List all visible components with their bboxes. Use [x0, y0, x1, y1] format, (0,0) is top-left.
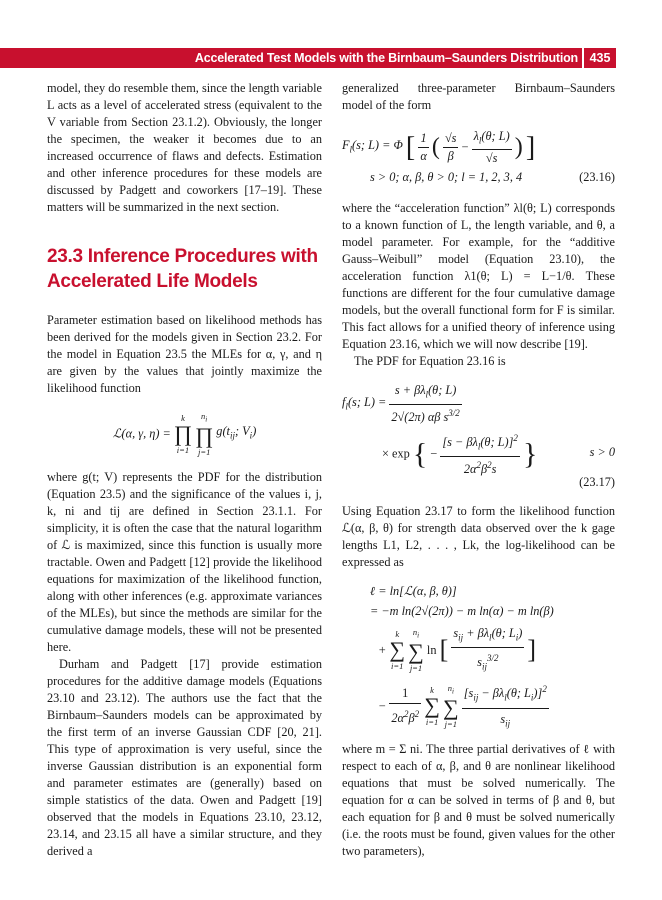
right-paragraph-4: Using Equation 23.17 to form the likelihood function ℒ(α, β, θ) for strength data observed over the k gage lengths L1, L2, . . . , Lk, the log-likelihood can be expressed as [342, 504, 615, 569]
eq16-condition: s > 0; α, β, θ > 0; l = 1, 2, 3, 4 [370, 170, 523, 185]
equation-23-16: $F_l(s$; L) = Φ [ $\frac{1}{\alpha}$ ( $\frac{√s}{\beta}$ − $\frac{\lambda_l(\theta; L)}{√s}$ ) ] [342, 129, 536, 166]
left-paragraph-3: where g(t; V) represents the PDF for the distribution (Equation 23.5) and the significance of the values i, j, k, ni and tij are defined in Section 23.1.1. For simplicity, it is often the case that the natural logarithm of ℒ is maximized, since this function is usually more tractable. Owen and Padgett [12] provide the likelihood equations for maximization of the likelihood function, along with other inferences (e.g. approximate variances of the MLEs), but since the methods are similar for the cumulative damage models, these will not be presented here. [47, 469, 322, 654]
running-title: Accelerated Test Models with the Birnbaum–Saunders Distribution [0, 48, 582, 68]
left-paragraph-2: Parameter estimation based on likelihood methods has been derived for the models given in Section 23.2. For the model in Equation 23.5 the MLEs for α, γ, and η are given by the values that jointly maximize the likelihood function [47, 313, 322, 395]
running-header [0, 48, 662, 68]
eq17-number: (23.17) [579, 475, 615, 489]
left-paragraph-4: Durham and Padgett [17] provide estimation procedures for the additive damage models (Equations 23.10 and 23.12). The authors use the fact that the Birnbaum–Saunders models can be approximated by the first term of an inverse Gaussian CDF [20, 21]. This type of approximation is very useful, since the inverse Gaussian distribution is an exponential form and parameter estimates are (generally) based on simple statistics of the data. Owen and Padgett [19] observed that the models in Equations 23.10, 23.12, 23.14, and 23.15 all have a similar structure, and they derived a [47, 656, 322, 858]
right-paragraph-2: where the “acceleration function” λl(θ; L) corresponds to a known function of L, the length variable, and θ, a model parameter. For example, for the “additive Gauss–Weibull” model (Equation 23.10), the acceleration function λ1(θ; L) = L−1/θ. These functions are different for the four cumulative damage models, but the overall functional form for F is similar. This fact allows for a unified theory of inference using Equation 23.16, which we will now describe [19]. [342, 201, 615, 352]
page-number: 435 [584, 48, 616, 68]
left-paragraph-1: model, they do resemble them, since the length variable L acts as a level of accelerated stress (equivalent to the V variable from Section 23.1.2). Obviously, the longer the specimen, the weaker it becomes due to an increased occurrence of flaws and defects. Estimation and other inference procedures for these models are discussed by Padgett and coworkers [17–19]. These matters will be summarized in the next section. [47, 81, 322, 214]
left-column [47, 80, 322, 860]
equation-23-17: $f_l(s$; L) = $\frac{s + \beta\lambda_l(\theta; L)}{2√(2\pi) \alpha\beta s^{3/2}}$ × exp { − $\frac{[s - \beta\lambda_l(\theta; L)]^2}{2\alpha^2\beta^2s}$ } s > 0 (23.17) [342, 383, 615, 489]
likelihood-equation: ℒ(α, γ, η) = k ∏ i=1 $n_i$ ∏ j=1 $g(t_{ij}$; $V_i$) [112, 411, 257, 457]
right-paragraph-1: generalized three-parameter Birnbaum–Saunders model of the form [342, 81, 615, 112]
loglikelihood-equation: ℓ = ln[ℒ(α, β, θ)] = −m ln(2√(2π)) − m ln(α) − m ln(β) + k ∑ i=1 $n_i$ ∑ j=1 ln [ $\frac{s_{ij} + \beta\lambda_l(\theta; L_i)}{s_{ij}^{3/2}}$ ] − $\frac{1}{2\alpha^2\beta^2}$ k ∑ i=1 $n_i$ ∑ j=1 $\frac{[s_{ij} - \beta\lambda_l(\theta; L_i)]^2}{s_{ij}}$ [370, 584, 554, 729]
section-heading: 23.3 Inference Procedures with Accelerated Life Models [47, 246, 318, 292]
right-paragraph-3: The PDF for Equation 23.16 is [354, 354, 506, 369]
eq16-number: (23.16) [579, 170, 615, 185]
right-paragraph-5: where m = Σ ni. The three partial derivatives of ℓ with respect to each of α, β, and θ are nonlinear likelihood equations that must be solved numerically. The equation for α can be solved in terms of β and θ, but each equation for β and θ must be solved numerically (i.e. the roots must be found, given values for the other two parameters), [342, 742, 615, 858]
right-column [342, 80, 615, 860]
